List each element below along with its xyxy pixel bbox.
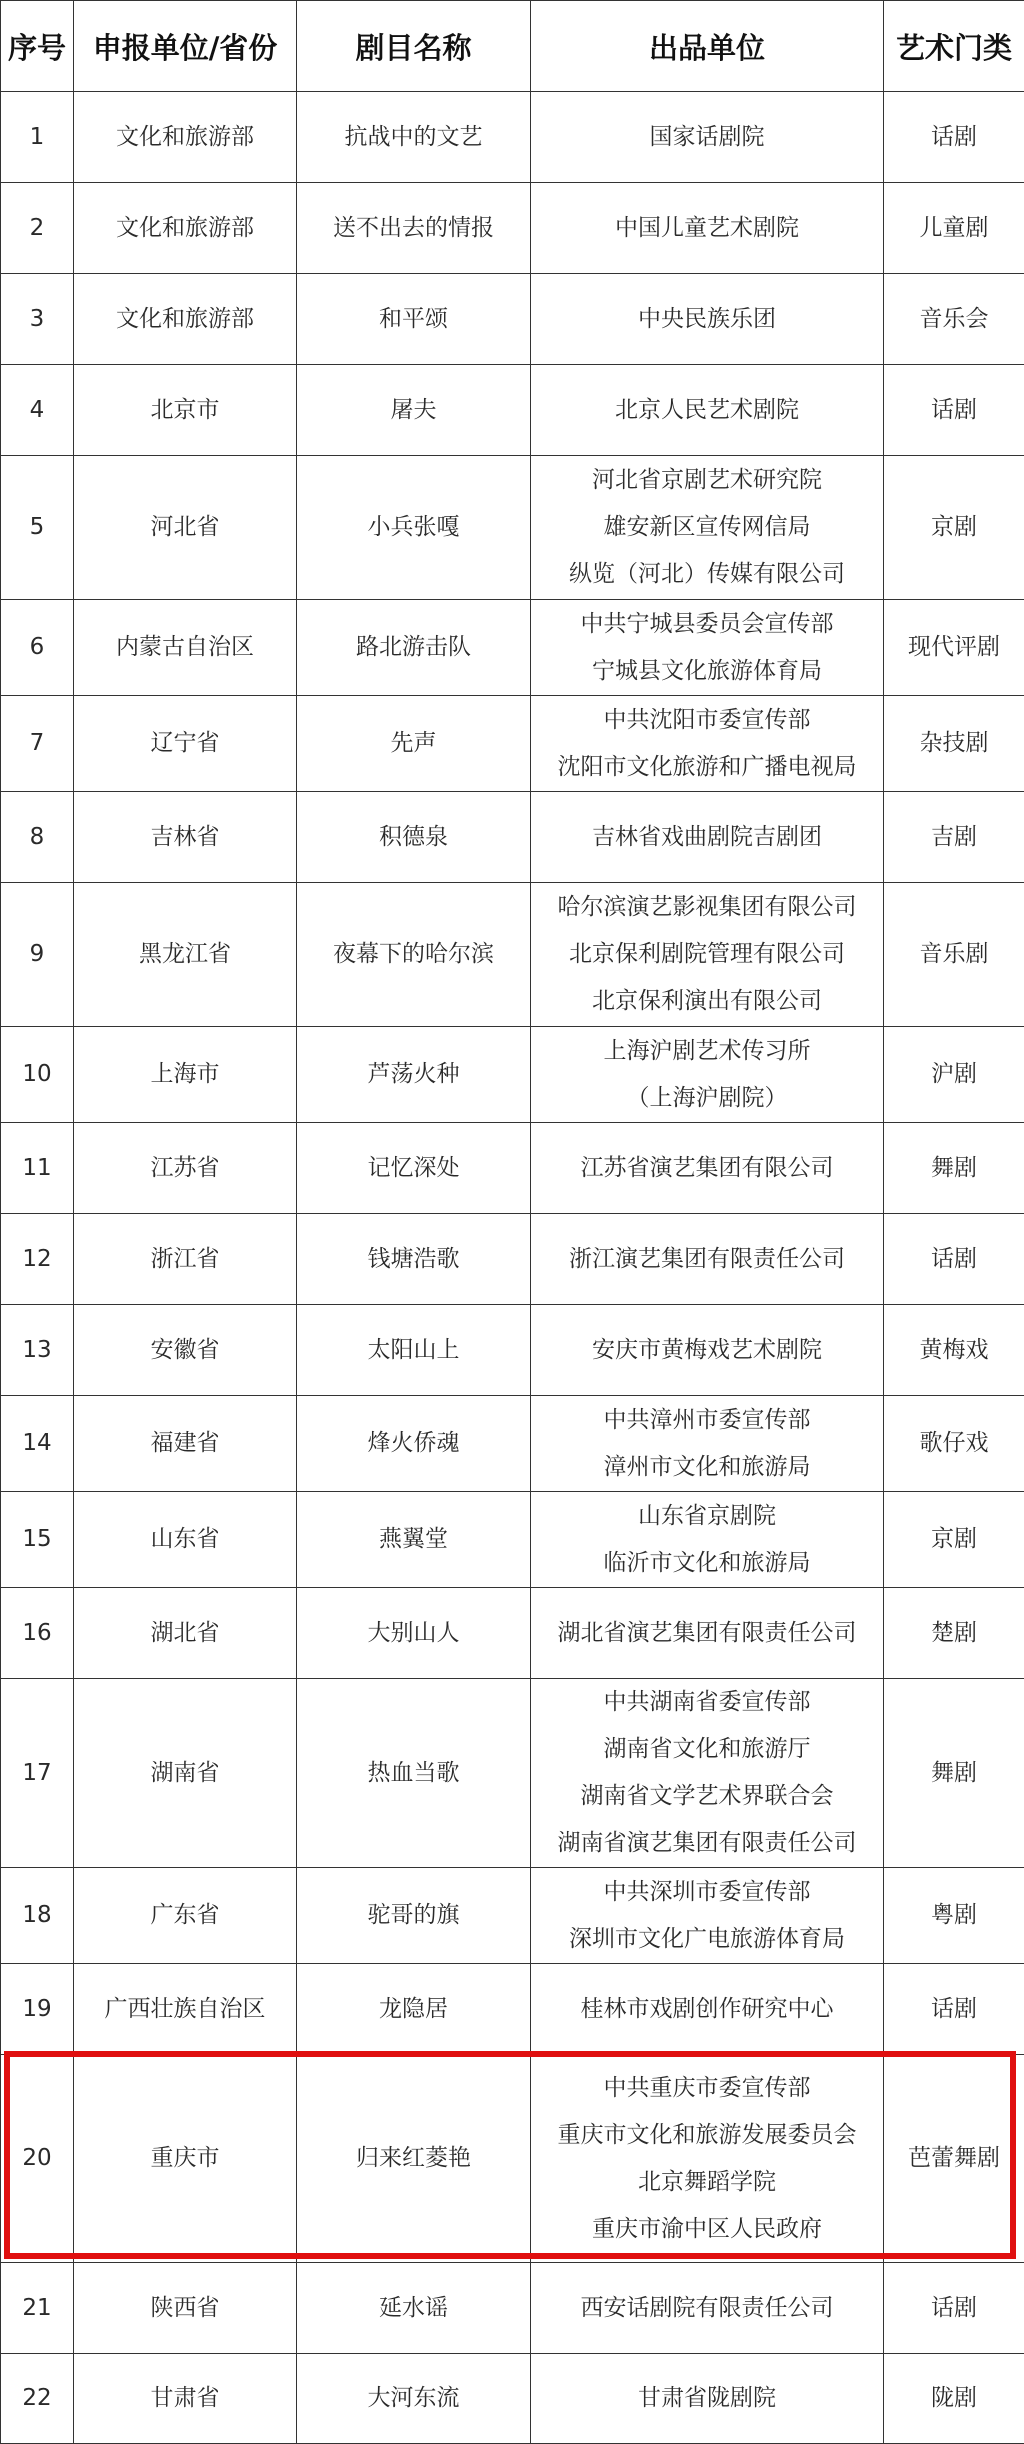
- cell-category: 话剧: [884, 2263, 1024, 2354]
- cell-no: 12: [1, 1214, 74, 1305]
- producer-line: 甘肃省陇剧院: [638, 2385, 776, 2411]
- cell-unit: 文化和旅游部: [74, 274, 297, 365]
- producer-line: 雄安新区宣传网信局: [603, 514, 811, 540]
- producer-line: 重庆市文化和旅游发展委员会: [557, 2121, 857, 2148]
- producer-line: 湖北省演艺集团有限责任公司: [557, 1619, 857, 1646]
- table-row: [1, 365, 1024, 456]
- cell-play: 小兵张嘎: [297, 456, 531, 600]
- cell-no: 19: [1, 1964, 74, 2055]
- table-row: [1, 1027, 1024, 1123]
- cell-unit: 江苏省: [74, 1123, 297, 1214]
- cell-producer: [531, 1396, 884, 1492]
- table-row: [1, 274, 1024, 365]
- producer-line: 纵览（河北）传媒有限公司: [569, 561, 845, 587]
- cell-unit: 广东省: [74, 1868, 297, 1964]
- table-header-row: [1, 1, 1024, 92]
- producer-line: 河北省京剧艺术研究院: [592, 467, 822, 493]
- cell-unit: 辽宁省: [74, 696, 297, 792]
- cell-play: 屠夫: [297, 365, 531, 456]
- cell-no: 13: [1, 1305, 74, 1396]
- producer-line: 湖南省文学艺术界联合会: [580, 1783, 834, 1809]
- cell-no: 16: [1, 1588, 74, 1679]
- cell-play: 芦荡火种: [297, 1027, 531, 1123]
- header-category: 艺术门类: [884, 1, 1024, 92]
- cell-producer: [531, 183, 884, 274]
- cell-producer: [531, 2263, 884, 2354]
- cell-unit: 甘肃省: [74, 2354, 297, 2444]
- cell-unit: 黑龙江省: [74, 883, 297, 1027]
- table-row: [1, 92, 1024, 183]
- cell-no: 3: [1, 274, 74, 365]
- cell-category: 儿童剧: [884, 183, 1024, 274]
- table-row: [1, 1396, 1024, 1492]
- cell-producer: [531, 696, 884, 792]
- cell-category: 音乐会: [884, 274, 1024, 365]
- cell-category: 歌仔戏: [884, 1396, 1024, 1492]
- producer-line: 宁城县文化旅游体育局: [592, 657, 822, 684]
- cell-play: 积德泉: [297, 792, 531, 883]
- cell-play: 龙隐居: [297, 1964, 531, 2055]
- cell-unit: 陕西省: [74, 2263, 297, 2354]
- table-row: [1, 183, 1024, 274]
- producer-line: 沈阳市文化旅游和广播电视局: [557, 753, 857, 780]
- producer-line: 湖南省文化和旅游厅: [603, 1736, 811, 1762]
- cell-category: 吉剧: [884, 792, 1024, 883]
- table-row: [1, 1588, 1024, 1679]
- producer-line: 中共漳州市委宣传部: [603, 1406, 811, 1433]
- cell-no: 1: [1, 92, 74, 183]
- producer-line: 深圳市文化广电旅游体育局: [569, 1925, 845, 1952]
- cell-play: 燕翼堂: [297, 1492, 531, 1588]
- table-row: [1, 456, 1024, 600]
- cell-unit: 湖北省: [74, 1588, 297, 1679]
- cell-unit: 文化和旅游部: [74, 92, 297, 183]
- cell-category: 舞剧: [884, 1679, 1024, 1868]
- producer-line: 安庆市黄梅戏艺术剧院: [592, 1336, 822, 1363]
- producer-line: 湖南省演艺集团有限责任公司: [557, 1830, 857, 1856]
- table-row: [1, 696, 1024, 792]
- cell-play: 热血当歌: [297, 1679, 531, 1868]
- cell-no: 18: [1, 1868, 74, 1964]
- producer-line: 中共深圳市委宣传部: [603, 1878, 811, 1905]
- producer-line: 浙江演艺集团有限责任公司: [569, 1245, 845, 1272]
- cell-producer: [531, 1492, 884, 1588]
- cell-unit: 安徽省: [74, 1305, 297, 1396]
- cell-no: 10: [1, 1027, 74, 1123]
- cell-producer: [531, 1305, 884, 1396]
- cell-play: 钱塘浩歌: [297, 1214, 531, 1305]
- table-row: [1, 1868, 1024, 1964]
- cell-producer: [531, 2354, 884, 2444]
- cell-no: 11: [1, 1123, 74, 1214]
- cell-unit: 山东省: [74, 1492, 297, 1588]
- producer-line: 北京舞蹈学院: [638, 2168, 776, 2195]
- cell-no: 6: [1, 600, 74, 696]
- cell-category: 芭蕾舞剧: [884, 2055, 1024, 2263]
- cell-unit: 内蒙古自治区: [74, 600, 297, 696]
- cell-producer: [531, 792, 884, 883]
- cell-category: 楚剧: [884, 1588, 1024, 1679]
- table-row: [1, 1123, 1024, 1214]
- producer-line: 国家话剧院: [649, 123, 765, 150]
- cell-producer: [531, 274, 884, 365]
- producer-line: 重庆市渝中区人民政府: [592, 2215, 822, 2242]
- cell-play: 太阳山上: [297, 1305, 531, 1396]
- producer-line: 中共湖南省委宣传部: [603, 1689, 811, 1715]
- producer-line: 哈尔滨演艺影视集团有限公司: [557, 894, 857, 920]
- cell-producer: [531, 1868, 884, 1964]
- cell-no: 15: [1, 1492, 74, 1588]
- cell-producer: [531, 1123, 884, 1214]
- cell-no: 9: [1, 883, 74, 1027]
- cell-no: 7: [1, 696, 74, 792]
- cell-no: 4: [1, 365, 74, 456]
- cell-play: 和平颂: [297, 274, 531, 365]
- cell-play: 抗战中的文艺: [297, 92, 531, 183]
- producer-line: 中国儿童艺术剧院: [615, 214, 799, 241]
- cell-producer: [531, 2055, 884, 2263]
- producer-line: 漳州市文化和旅游局: [603, 1453, 811, 1480]
- cell-producer: [531, 365, 884, 456]
- producer-line: 北京保利演出有限公司: [592, 988, 822, 1014]
- cell-unit: 文化和旅游部: [74, 183, 297, 274]
- cell-unit: 上海市: [74, 1027, 297, 1123]
- producer-line: 中共沈阳市委宣传部: [603, 706, 811, 733]
- cell-unit: 广西壮族自治区: [74, 1964, 297, 2055]
- table-row: [1, 2354, 1024, 2444]
- cell-unit: 重庆市: [74, 2055, 297, 2263]
- header-unit: 申报单位/省份: [74, 1, 297, 92]
- producer-line: 临沂市文化和旅游局: [603, 1549, 811, 1576]
- cell-producer: [531, 1964, 884, 2055]
- cell-category: 舞剧: [884, 1123, 1024, 1214]
- producer-line: 中共宁城县委员会宣传部: [580, 610, 834, 637]
- cell-producer: [531, 883, 884, 1027]
- table-row: [1, 2055, 1024, 2263]
- cell-play: 送不出去的情报: [297, 183, 531, 274]
- table-row: [1, 1679, 1024, 1868]
- cell-unit: 福建省: [74, 1396, 297, 1492]
- cell-play: 烽火侨魂: [297, 1396, 531, 1492]
- cell-no: 2: [1, 183, 74, 274]
- cell-play: 记忆深处: [297, 1123, 531, 1214]
- table-row: [1, 1964, 1024, 2055]
- producer-line: （上海沪剧院）: [626, 1084, 788, 1111]
- header-no: 序号: [1, 1, 74, 92]
- producer-line: 西安话剧院有限责任公司: [580, 2294, 834, 2321]
- cell-unit: 湖南省: [74, 1679, 297, 1868]
- cell-no: 14: [1, 1396, 74, 1492]
- cell-producer: [531, 1214, 884, 1305]
- producer-line: 北京保利剧院管理有限公司: [569, 941, 845, 967]
- cell-category: 音乐剧: [884, 883, 1024, 1027]
- cell-play: 大别山人: [297, 1588, 531, 1679]
- cell-category: 话剧: [884, 365, 1024, 456]
- cell-no: 21: [1, 2263, 74, 2354]
- cell-no: 5: [1, 456, 74, 600]
- table-row: [1, 792, 1024, 883]
- cell-play: 延水谣: [297, 2263, 531, 2354]
- header-producer: 出品单位: [531, 1, 884, 92]
- cell-unit: 吉林省: [74, 792, 297, 883]
- producer-line: 桂林市戏剧创作研究中心: [580, 1995, 834, 2022]
- cell-category: 京剧: [884, 456, 1024, 600]
- cell-category: 沪剧: [884, 1027, 1024, 1123]
- cell-producer: [531, 1679, 884, 1868]
- cell-producer: [531, 600, 884, 696]
- producer-line: 中央民族乐团: [638, 305, 776, 332]
- producer-line: 中共重庆市委宣传部: [603, 2074, 811, 2101]
- cell-no: 17: [1, 1679, 74, 1868]
- cell-category: 话剧: [884, 1964, 1024, 2055]
- cell-no: 8: [1, 792, 74, 883]
- producer-line: 山东省京剧院: [638, 1502, 776, 1529]
- producer-line: 江苏省演艺集团有限公司: [580, 1154, 834, 1181]
- header-play: 剧目名称: [297, 1, 531, 92]
- cell-no: 20: [1, 2055, 74, 2263]
- table-row: [1, 1214, 1024, 1305]
- cell-producer: [531, 1027, 884, 1123]
- cell-category: 黄梅戏: [884, 1305, 1024, 1396]
- table-row: [1, 1305, 1024, 1396]
- table-row: [1, 1492, 1024, 1588]
- cell-category: 现代评剧: [884, 600, 1024, 696]
- table-body: [1, 92, 1024, 2444]
- cell-play: 驼哥的旗: [297, 1868, 531, 1964]
- cell-category: 杂技剧: [884, 696, 1024, 792]
- producer-line: 吉林省戏曲剧院吉剧团: [592, 823, 822, 850]
- cell-unit: 北京市: [74, 365, 297, 456]
- cell-category: 话剧: [884, 92, 1024, 183]
- cell-category: 陇剧: [884, 2354, 1024, 2444]
- cell-play: 大河东流: [297, 2354, 531, 2444]
- cell-play: 夜幕下的哈尔滨: [297, 883, 531, 1027]
- table-row: [1, 2263, 1024, 2354]
- cell-play: 路北游击队: [297, 600, 531, 696]
- cell-producer: [531, 456, 884, 600]
- cell-producer: [531, 92, 884, 183]
- cell-category: 京剧: [884, 1492, 1024, 1588]
- cell-no: 22: [1, 2354, 74, 2444]
- cell-play: 归来红菱艳: [297, 2055, 531, 2263]
- producer-line: 北京人民艺术剧院: [615, 396, 799, 423]
- table-row: [1, 883, 1024, 1027]
- cell-category: 粤剧: [884, 1868, 1024, 1964]
- cell-producer: [531, 1588, 884, 1679]
- producer-line: 上海沪剧艺术传习所: [603, 1037, 811, 1064]
- cell-unit: 浙江省: [74, 1214, 297, 1305]
- cell-play: 先声: [297, 696, 531, 792]
- cell-unit: 河北省: [74, 456, 297, 600]
- table-row: [1, 600, 1024, 696]
- cell-category: 话剧: [884, 1214, 1024, 1305]
